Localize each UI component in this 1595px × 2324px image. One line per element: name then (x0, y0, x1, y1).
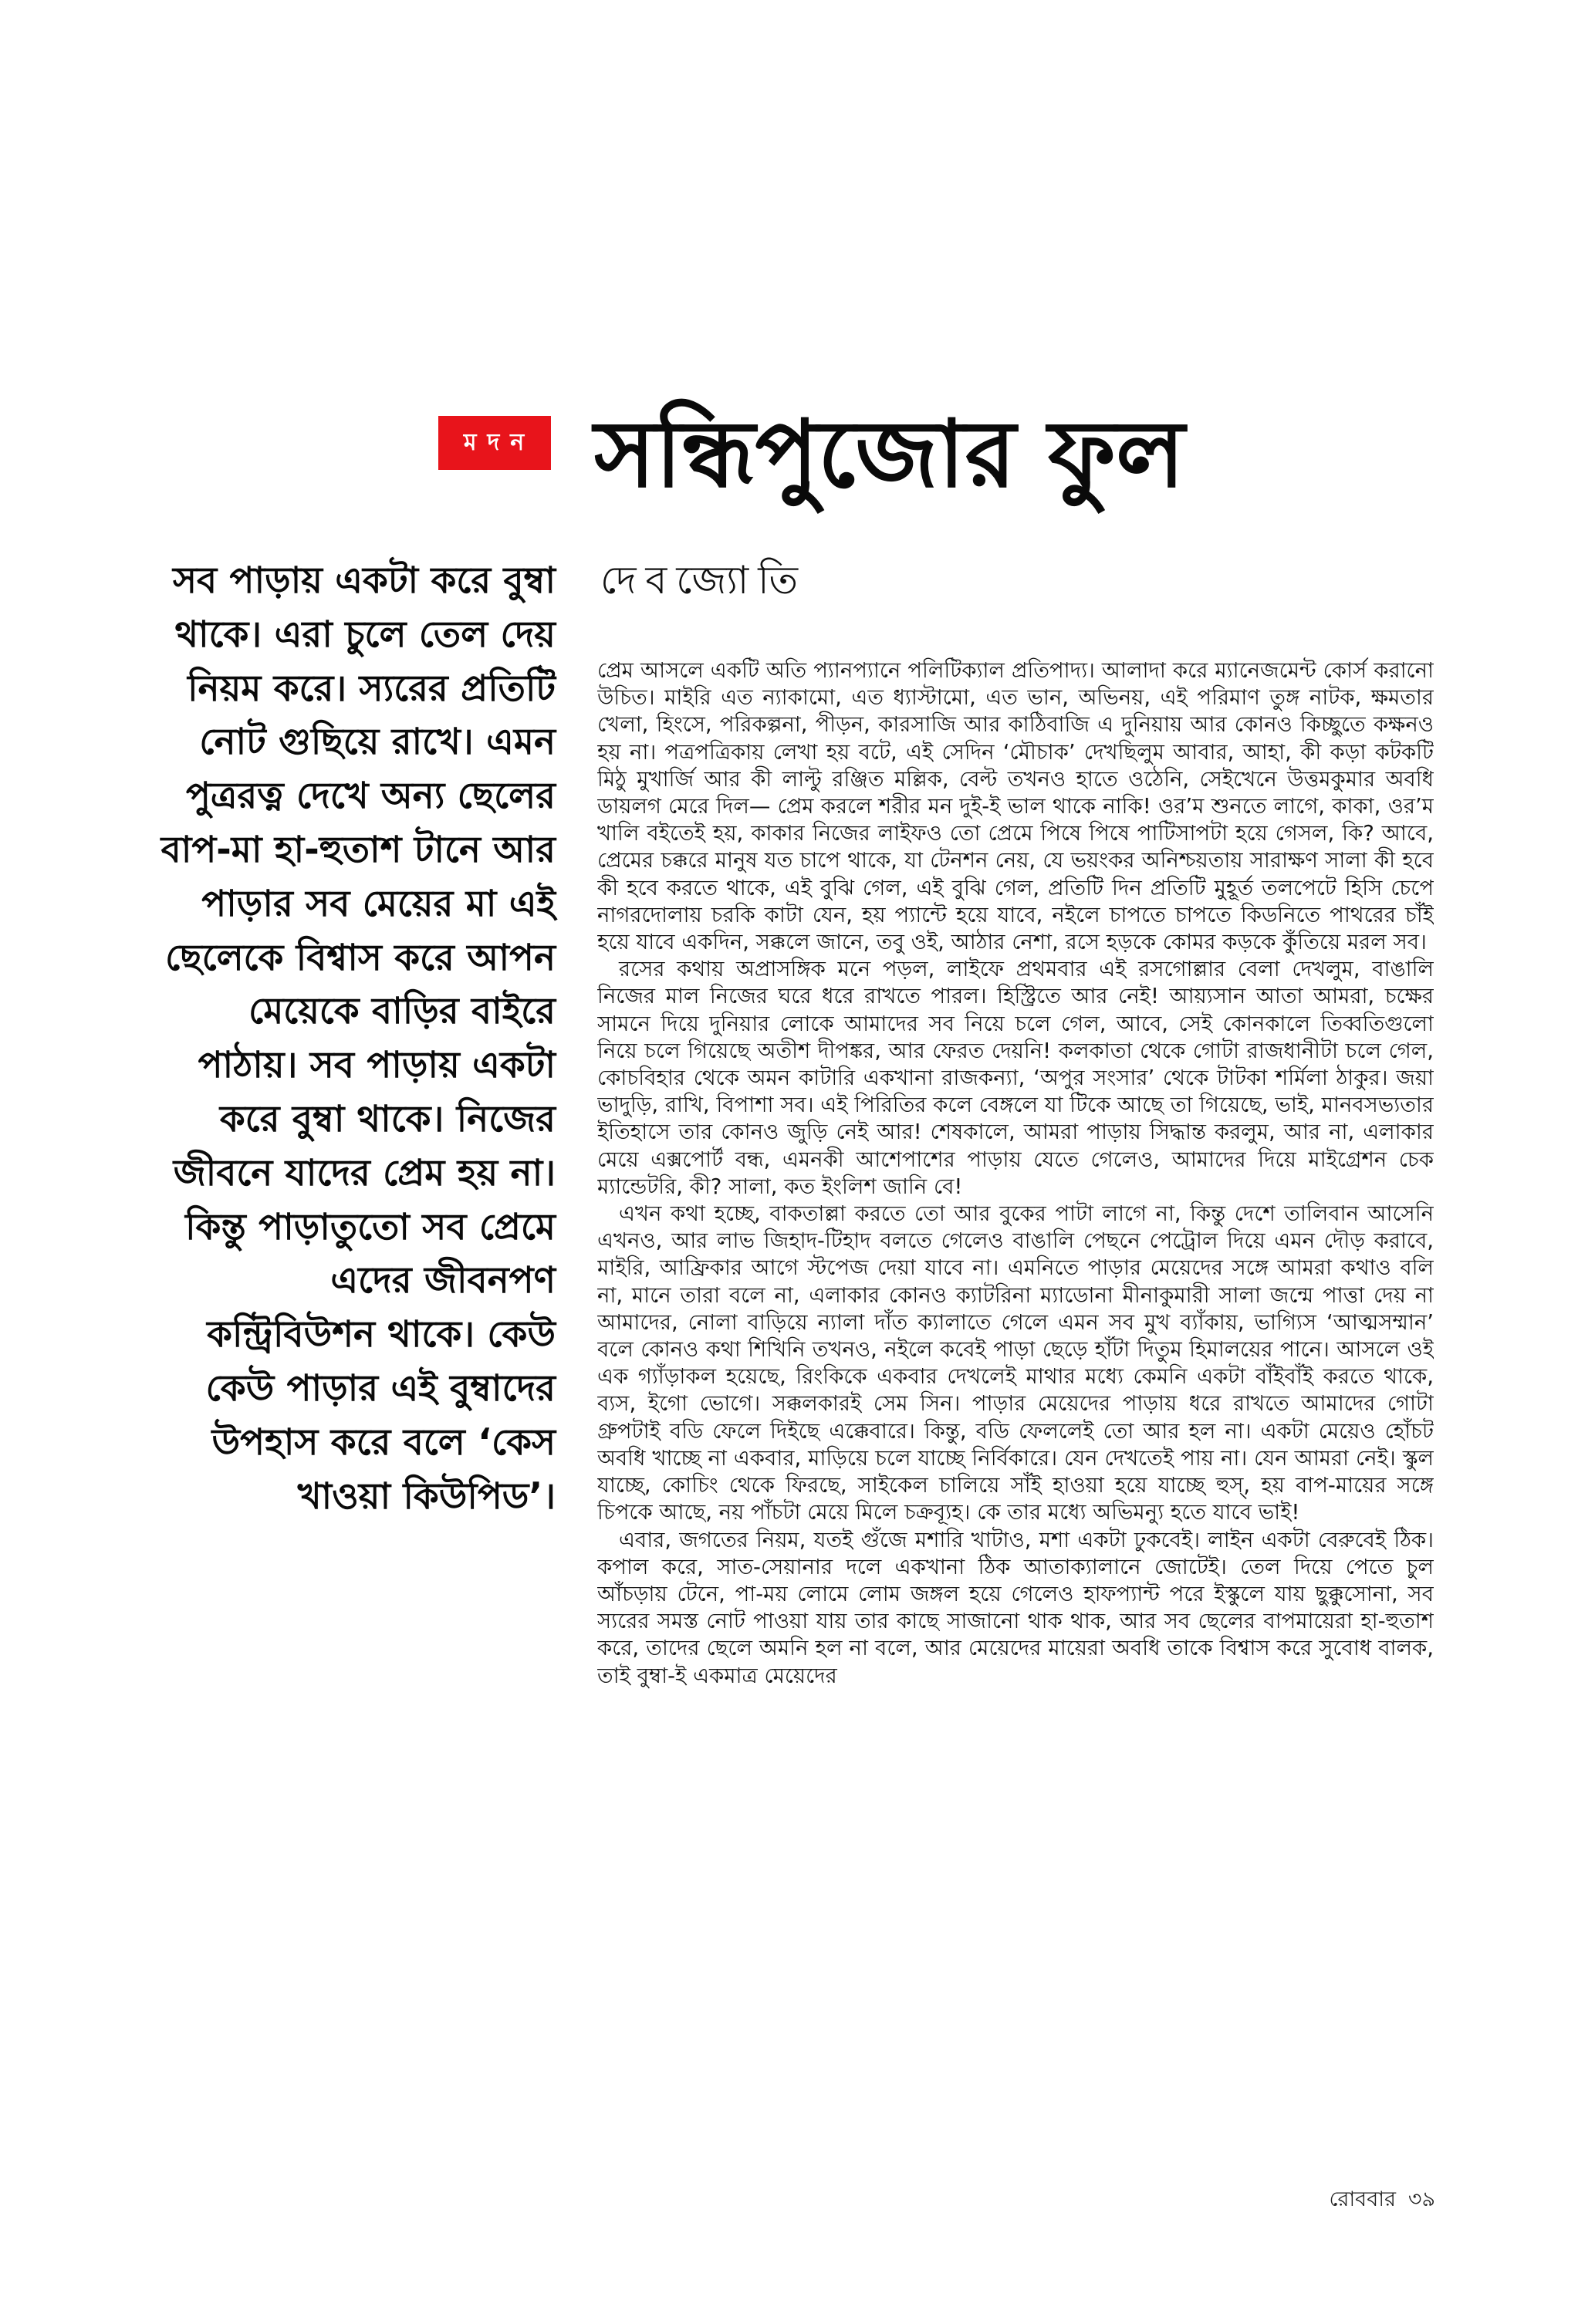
publication-name: রোববার (1329, 2187, 1396, 2211)
paragraph: প্রেম আসলে একটি অতি প্যানপ্যানে পলিটিক্যাল প্রতিপাদ্য। আলাদা করে ম্যানেজমেন্ট কোর্স করানো উচিত। মাইরি এত ন্যাকামো, এত ধ্যাস্টামো, এত ভান, অভিনয়, এই পরিমাণ তুঙ্গ নাটক, ক্ষমতার খেলা, হিংসে, পরিকল্পনা, পীড়ন, কারসাজি আর কাঠিবাজি এ দুনিয়ায় আর কোনও কিচ্ছুতে কক্ষনও হয় না। পত্রপত্রিকায় লেখা হয় বটে, এই সেদিন ‘মৌচাক’ দেখছিলুম আবার, আহা, কী কড়া কটকটি মিঠু মুখার্জি আর কী লাল্টু রঞ্জিত মল্লিক, বেল্ট তখনও হাতে ওঠেনি, সেইখেনে উত্তমকুমার অবধি ডায়লগ মেরে দিল— প্রেম করলে শরীর মন দুই-ই ভাল থাকে নাকি! ওর’ম শুনতে লাগে, কাকা, ওর’ম খালি বইতেই হয়, কাকার নিজের লাইফও তো প্রেমে পিষে পিষে পাটিসাপটা হয়ে গেসল, কি? আবে, প্রেমের চক্করে মানুষ যত চাপে থাকে, যা টেনশন নেয়, যে ভয়ংকর অনিশ্চয়তায় সারাক্ষণ সালা কী হবে কী হবে করতে থাকে, এই বুঝি গেল, এই বুঝি গেল, প্রতিটি দিন প্রতিটি মুহূর্ত তলপেটে হিসি চেপে নাগরদোলায় চরকি কাটা যেন, হয় প্যান্টে হয়ে যাবে, নইলে চাপতে চাপতে কিডনিতে পাথরের চাঁই হয়ে যাবে একদিন, সক্কলে জানে, তবু ওই, আঠার নেশা, রসে হড়কে কোমর কড়কে কুঁতিয়ে মরল সব। (597, 658, 1434, 955)
paragraph: রসের কথায় অপ্রাসঙ্গিক মনে পড়ল, লাইফে প্রথমবার এই রসগোল্লার বেলা দেখলুম, বাঙালি নিজের মাল নিজের ঘরে ধরে রাখতে পারল। হিস্ট্রিতে আর নেই! আয়্যসান আতা আমরা, চক্ষের সামনে দিয়ে দুনিয়ার লোকে আমাদের সব নিয়ে চলে গেল, আবে, সেই কোনকালে তিব্বতিগুলো নিয়ে চলে গিয়েছে অতীশ দীপঙ্কর, আর ফেরত দেয়নি! কলকাতা থেকে গোটা রাজধানীটা চলে গেল, কোচবিহার থেকে অমন কাটারি একখানা রাজকন্যা, ‘অপুর সংসার’ থেকে টাটকা শর্মিলা ঠাকুর। জয়া ভাদুড়ি, রাখি, বিপাশা সব। এই পিরিতির কলে বেঙ্গলে যা টিকে আছে তা গিয়েছে, ভাই, মানবসভ্যতার ইতিহাসে তার কোনও জুড়ি নেই আর! শেষকালে, আমরা পাড়ায় সিদ্ধান্ত করলুম, আর না, এলাকার মেয়ে এক্সপোর্ট বন্ধ, এমনকী আশেপাশের পাড়ায় যেতে গেলেও, আমাদের দিয়ে মাইগ্রেশন চেক ম্যান্ডেটরি, কী? সালা, কত ইংলিশ জানি বে! (597, 957, 1434, 1199)
section-tag: মদন (438, 416, 551, 470)
headline: সন্ধিপুজোর ফুল (594, 401, 1185, 508)
page-number: ৩৯ (1407, 2187, 1435, 2211)
page-footer (1266, 2184, 1435, 2218)
paragraph: এখন কথা হচ্ছে, বাকতাল্লা করতে তো আর বুকের পাটা লাগে না, কিন্তু দেশে তালিবান আসেনি এখনও, আর লাভ জিহাদ-টিহাদ বলতে গেলেও বাঙালি পেছনে পেট্রোল দিয়ে এমন দৌড় করাবে, মাইরি, আফ্রিকার আগে স্টপেজ দেয়া যাবে না। এমনিতে পাড়ার মেয়েদের সঙ্গে আমরা কথাও বলি না, মানে তারা বলে না, এলাকার কোনও ক্যাটরিনা ম্যাডোনা মীনাকুমারী সালা জন্মে পাত্তা দেয় না আমাদের, নোলা বাড়িয়ে ন্যালা দাঁত ক্যালাতে গেলে এমন সব মুখ ব্যাঁকায়, ভাগ্যিস ‘আত্মসম্মান’ বলে কোনও কথা শিখিনি তখনও, নইলে কবেই পাড়া ছেড়ে হাঁটা দিতুম হিমালয়ের পানে। আসলে ওই এক গ্যাঁড়াকল হয়েছে, রিংকিকে একবার দেখলেই মাথার মধ্যে কেমনি একটা বাঁইবাঁই করতে থাকে, ব্যস, ইগো ভোগে। সক্কলকারই সেম সিন। পাড়ার মেয়েদের পাড়ায় ধরে রাখতে আমাদের গোটা গ্রুপটাই বডি ফেলে দিইছে এক্কেবারে। কিন্তু, বডি ফেললেই তো আর হল না। একটা মেয়েও হোঁচট অবধি খাচ্ছে না একবার, মাড়িয়ে চলে যাচ্ছে নির্বিকারে। যেন দেখতেই পায় না। যেন আমরা নেই। স্কুল যাচ্ছে, কোচিং থেকে ফিরছে, সাইকেল চালিয়ে সাঁই হাওয়া হয়ে যাচ্ছে হুস্‌, হয় বাপ-মায়ের সঙ্গে চিপকে আছে, নয় পাঁচটা মেয়ে মিলে চক্রব্যূহ। কে তার মধ্যে অভিমন্যু হতে যাবে ভাই! (597, 1201, 1434, 1525)
author-byline: দেবজ্যোতি (600, 558, 808, 603)
paragraph: এবার, জগতের নিয়ম, যতই গুঁজে মশারি খাটাও, মশা একটা ঢুকবেই। লাইন একটা বেরুবেই ঠিক। কপাল করে, সাত-সেয়ানার দলে একখানা ঠিক আতাক্যালানে জোটেই। তেল দিয়ে পেতে চুল আঁচড়ায় টেনে, পা-ময় লোমে লোম জঙ্গল হয়ে গেলেও হাফপ্যান্ট পরে ইস্কুলে যায় ছুক্কুসোনা, সব স্যরের সমস্ত নোট পাওয়া যায় তার কাছে সাজানো থাক থাক, আর সব ছেলের বাপমায়েরা হা-হুতাশ করে, তাদের ছেলে অমনি হল না বলে, আর মেয়েদের মায়েরা অবধি তাকে বিশ্বাস করে সুবোধ বালক, তাই বুম্বা-ই একমাত্র মেয়েদের (597, 1527, 1434, 1688)
article-body (597, 657, 1434, 2162)
pull-quote: সব পাড়ায় একটা করে বুম্বা থাকে। এরা চুলে তেল দেয় নিয়ম করে। স্যরের প্রতিটি নোট গুছিয়ে রাখে। এমন পুত্ররত্ন দেখে অন্য ছেলের বাপ-মা হা-হুতাশ টানে আর পাড়ার সব মেয়ের মা এই ছেলেকে বিশ্বাস করে আপন মেয়েকে বাড়ির বাইরে পাঠায়। সব পাড়ায় একটা করে বুম্বা থাকে। নিজের জীবনে যাদের প্রেম হয় না। কিন্তু পাড়াতুতো সব প্রেমে এদের জীবনপণ কন্ট্রিবিউশন থাকে। কেউ কেউ পাড়ার এই বুম্বাদের উপহাস করে বলে ‘কেস খাওয়া কিউপিড’। (161, 559, 556, 1518)
